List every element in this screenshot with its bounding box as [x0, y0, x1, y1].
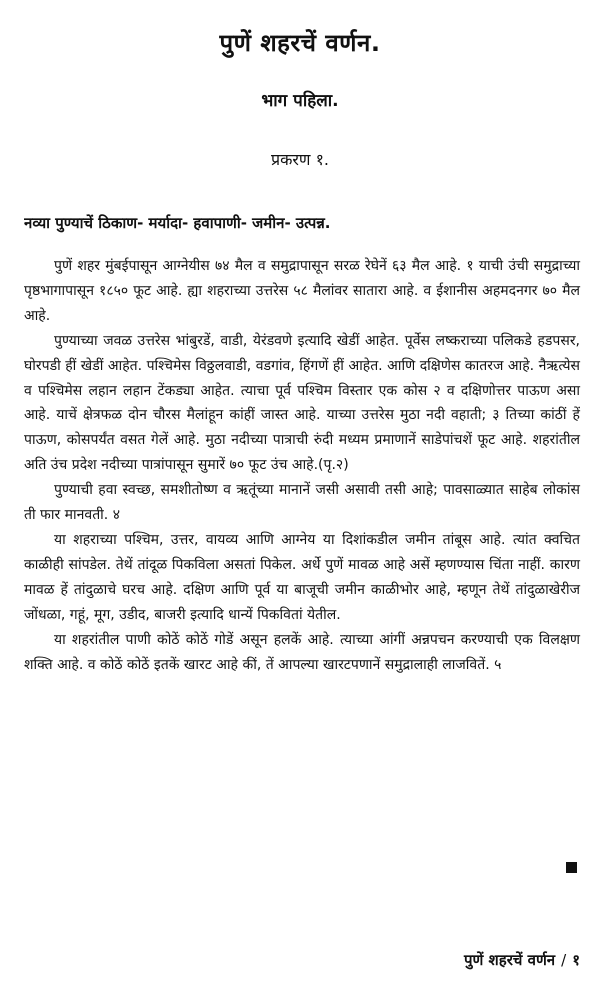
part-heading: भाग पहिला.	[261, 91, 339, 111]
paragraph-boundaries: पुण्याच्या जवळ उत्तरेस भांबुरडें, वाडी, येरंडवणे इत्यादि खेडीं आहेत. पूर्वेस लष्कराच्या पलिकडे हडपसर, घोरपडी हीं खेडीं आहेत. पश्चिमेस विठ्ठलवाडी, वडगांव, हिंगणें हीं आहेत. आणि दक्षिणेस कातरज आहे. नैऋत्येस व पश्चिमेस लहान लहान टेंकड्या आहेत. त्याचा पूर्व पश्चिम विस्तार एक कोस २ व दक्षिणोत्तर पाऊण असा आहे. याचें क्षेत्रफळ दोन चौरस मैलांहून कांहीं जास्त आहे. याच्या उत्तरेस मुठा नदी वहाती; ३ तिच्या कांठीं हें पाऊण, कोसपर्यंत वसत गेलें आहे. मुठा नदीच्या पात्राची रुंदी मध्यम प्रमाणानें साडेपांचशें फूट आहे. शहरांतील अति उंच प्रदेश नदीच्या पात्रांपासून सुमारें ७० फूट उंच आहे.(पृ.२)	[24, 332, 580, 474]
chapter-heading: प्रकरण १.	[271, 150, 329, 169]
section-heading: नव्या पुण्याचें ठिकाण- मर्यादा- हवापाणी- जमीन- उत्पन्न.	[24, 214, 331, 232]
page-title: पुणें शहरचें वर्णन.	[219, 29, 381, 57]
page-number: १	[572, 951, 580, 969]
paragraph-water: या शहरांतील पाणी कोठें कोठें गोडें असून हलकें आहे. त्याच्या आंगीं अन्नपचन करण्याची एक विलक्षण शक्ति आहे. व कोठें कोठें इतकें खारट आहे कीं, तें आपल्या खारटपणानें समुद्रालाही लाजवितें. ५	[24, 631, 580, 673]
paragraph-soil: या शहराच्या पश्चिम, उत्तर, वायव्य आणि आग्नेय या दिशांकडील जमीन तांबूस आहे. त्यांत क्वचित काळीही सांपडेल. तेथें तांदूळ पिकविला असतां पिकेल. अर्धे पुणें मावळ आहे असें म्हणण्यास चिंता नाहीं. कारण मावळ हें तांदुळाचे घरच आहे. दक्षिण आणि पूर्व या बाजूची जमीन काळीभोर आहे, म्हणून तेथें तांदुळाखेरीज जोंधळा, गहूं, मूग, उडीद, बाजरी इत्यादि धान्यें पिकवितां येतील.	[24, 531, 580, 623]
section-end-square-icon	[566, 862, 577, 873]
body-text	[24, 254, 580, 677]
footer-separator: /	[561, 951, 567, 969]
footer-title: पुणें शहरचें वर्णन	[463, 951, 556, 969]
paragraph-location: पुणें शहर मुंबईपासून आग्नेयीस ७४ मैल व समुद्रापासून सरळ रेघेनें ६३ मैल आहे. १ याची उंची समुद्राच्या पृष्ठभागापासून १८५० फूट आहे. ह्या शहराच्या उत्तरेस ५८ मैलांवर सातारा आहे. व ईशानीस अहमदनगर ७० मैल आहे.	[24, 258, 580, 324]
paragraph-climate: पुण्याची हवा स्वच्छ, समशीतोष्ण व ऋतूंच्या मानानें जसी असावी तसी आहे; पावसाळ्यात साहेब लोकांस ती फार मानवती. ४	[24, 482, 580, 524]
running-footer	[464, 950, 580, 970]
